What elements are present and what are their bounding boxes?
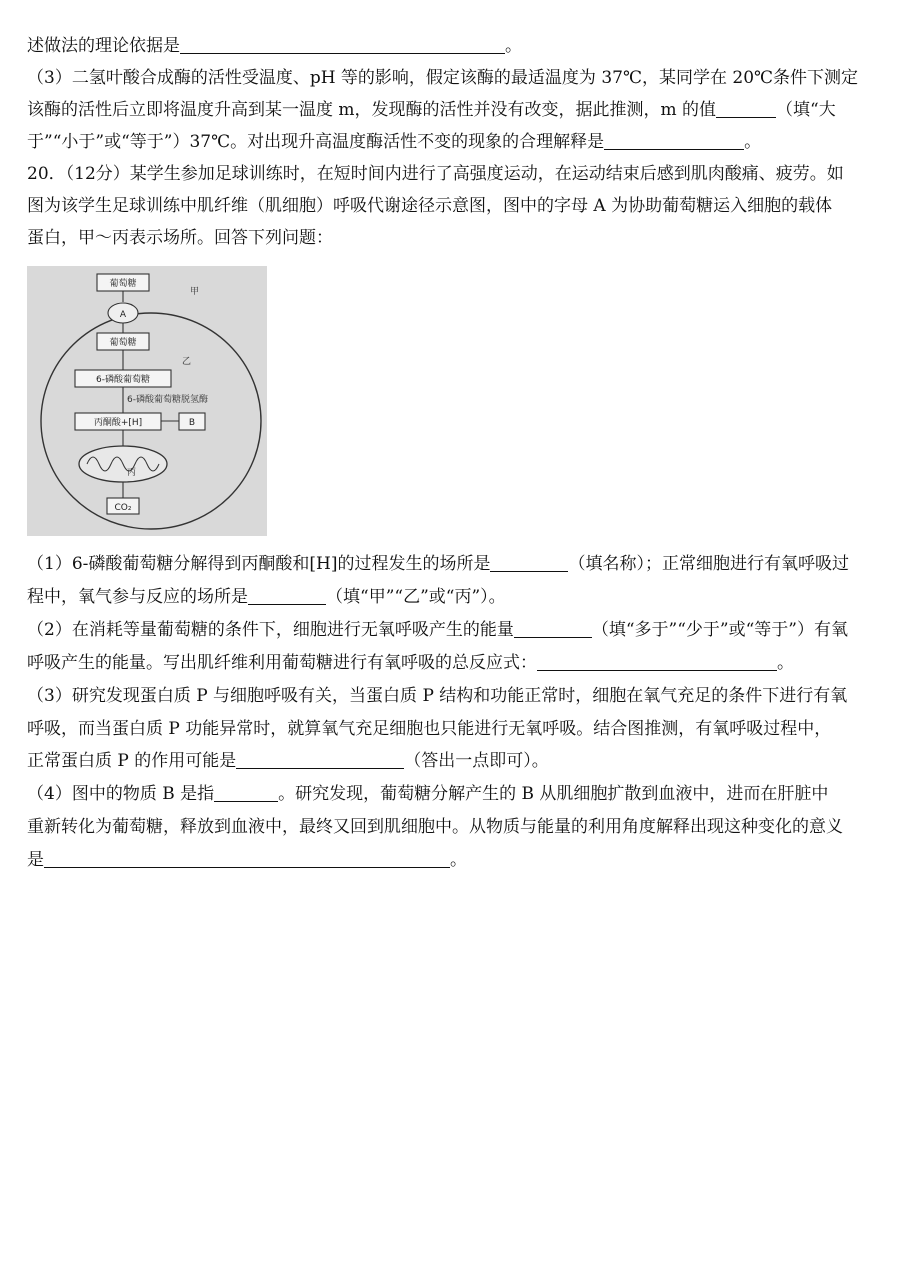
- answer-blank[interactable]: [180, 35, 505, 54]
- enzyme-label: 6-磷酸葡萄糖脱氢酶: [127, 395, 208, 405]
- answer-blank[interactable]: [716, 99, 776, 118]
- q19-line-1: 述做法的理论依据是 。: [27, 36, 522, 56]
- q20-intro-line-1: 20．（12分）某学生参加足球训练时，在短时间内进行了高强度运动，在运动结束后感到肌肉酸痛、疲劳。如: [27, 164, 844, 184]
- answer-blank[interactable]: [44, 849, 450, 868]
- q19-p3-line-3: 于”“小于”或“等于”）37℃。对出现升高温度酶活性不变的现象的合理解释是 。: [27, 132, 762, 152]
- q20-p2-line-1: （2）在消耗等量葡萄糖的条件下，细胞进行无氧呼吸产生的能量 （填“多于”“少于”或“等于”）有氧: [27, 620, 848, 640]
- q20-p2-line-2: 呼吸产生的能量。写出肌纤维利用葡萄糖进行有氧呼吸的总反应式： 。: [27, 653, 794, 673]
- answer-blank[interactable]: [537, 652, 777, 671]
- answer-blank[interactable]: [214, 783, 278, 802]
- answer-blank[interactable]: [490, 553, 568, 572]
- q20-p1-line-1: （1）6-磷酸葡萄糖分解得到丙酮酸和[H]的过程发生的场所是 （填名称）；正常细胞进行有氧呼吸过: [27, 554, 849, 574]
- glucose-inside-label: 葡萄糖: [109, 338, 137, 348]
- q20-p4-line-2: 重新转化为葡萄糖，释放到血液中，最终又回到肌细胞中。从物质与能量的利用角度解释出现这种变化的意义: [27, 817, 843, 837]
- q19-p3-line-1: （3）二氢叶酸合成酶的活性受温度、pH 等的影响，假定该酶的最适温度为 37℃，某同学在 20℃条件下测定: [27, 68, 859, 88]
- glucose-outside-label: 葡萄糖: [109, 279, 137, 289]
- q20-intro-line-2: 图为该学生足球训练中肌纤维（肌细胞）呼吸代谢途径示意图，图中的字母 A 为协助葡萄糖运入细胞的载体: [27, 196, 833, 216]
- site-yi-label: 乙: [182, 357, 192, 367]
- q20-p3-line-1: （3）研究发现蛋白质 P 与细胞呼吸有关，当蛋白质 P 结构和功能正常时，细胞在氧气充足的条件下进行有氧: [27, 686, 848, 706]
- q20-p4-line-1: （4）图中的物质 B 是指 。研究发现，葡萄糖分解产生的 B 从肌细胞扩散到血液中，进而在肝脏中: [27, 784, 829, 804]
- q20-p3-line-2: 呼吸，而当蛋白质 P 功能异常时，就算氧气充足细胞也只能进行无氧呼吸。结合图推测，有氧呼吸过程中，: [27, 719, 832, 739]
- co2-label: CO₂: [114, 503, 132, 513]
- q19-p3-line-2: 该酶的活性后立即将温度升高到某一温度 m，发现酶的活性并没有改变，据此推测，m 的值 （填“大: [27, 100, 836, 120]
- mito-label: 丙: [127, 468, 137, 478]
- q20-p1-line-2: 程中，氧气参与反应的场所是 （填“甲”“乙”或“丙”）。: [27, 587, 506, 607]
- answer-blank[interactable]: [248, 586, 326, 605]
- carrier-a-label: A: [119, 310, 127, 320]
- answer-blank[interactable]: [604, 131, 744, 150]
- q20-intro-line-3: 蛋白，甲～丙表示场所。回答下列问题：: [27, 228, 333, 248]
- q20-p4-line-3: 是 。: [27, 850, 467, 870]
- product-b-label: B: [188, 418, 196, 428]
- answer-blank[interactable]: [514, 619, 592, 638]
- q20-p3-line-3: 正常蛋白质 P 的作用可能是 （答出一点即可）。: [27, 751, 549, 771]
- answer-blank[interactable]: [236, 750, 404, 769]
- respiration-diagram: [27, 266, 267, 536]
- pyruvate-label: 丙酮酸+[H]: [93, 418, 143, 428]
- g6p-label: 6-磷酸葡萄糖: [96, 375, 150, 385]
- site-jia-label: 甲: [190, 287, 200, 297]
